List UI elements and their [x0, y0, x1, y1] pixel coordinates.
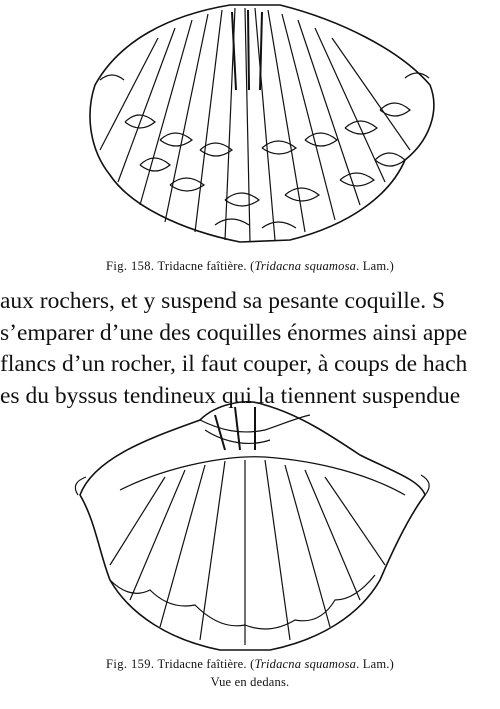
figure-159-caption-species: Tridacna squamosa — [254, 657, 357, 671]
figure-158-caption — [0, 259, 500, 274]
figure-159-caption-subtitle: Vue en dedans. — [210, 675, 290, 689]
figure-158-caption-tail: . Lam.) — [356, 259, 394, 273]
figure-158-caption-species: Tridacna squamosa — [254, 259, 357, 273]
body-text-line-3: flancs d’un rocher, il faut couper, à coups de hach — [0, 351, 468, 377]
body-text-line-2: s’emparer d’une des coquilles énormes ainsi appe — [0, 320, 468, 346]
figure-158-shell-engraving — [0, 0, 500, 250]
figure-159-label: Fig. 159. — [106, 657, 155, 671]
figure-159-caption — [0, 657, 500, 672]
figure-158-label: Fig. 158. — [106, 259, 155, 273]
body-text-line-4: es du byssus tendineux qui la tiennent suspendue — [0, 383, 461, 409]
figure-158-caption-text: Tridacne faîtière. ( — [157, 259, 255, 273]
body-text-line-1: aux rochers, et y suspend sa pesante coquille. S — [0, 288, 446, 314]
figure-159-caption-tail: . Lam.) — [356, 657, 394, 671]
figure-159-caption-text: Tridacne faîtière. ( — [157, 657, 255, 671]
figure-159-shell-interior-engraving — [0, 395, 500, 665]
